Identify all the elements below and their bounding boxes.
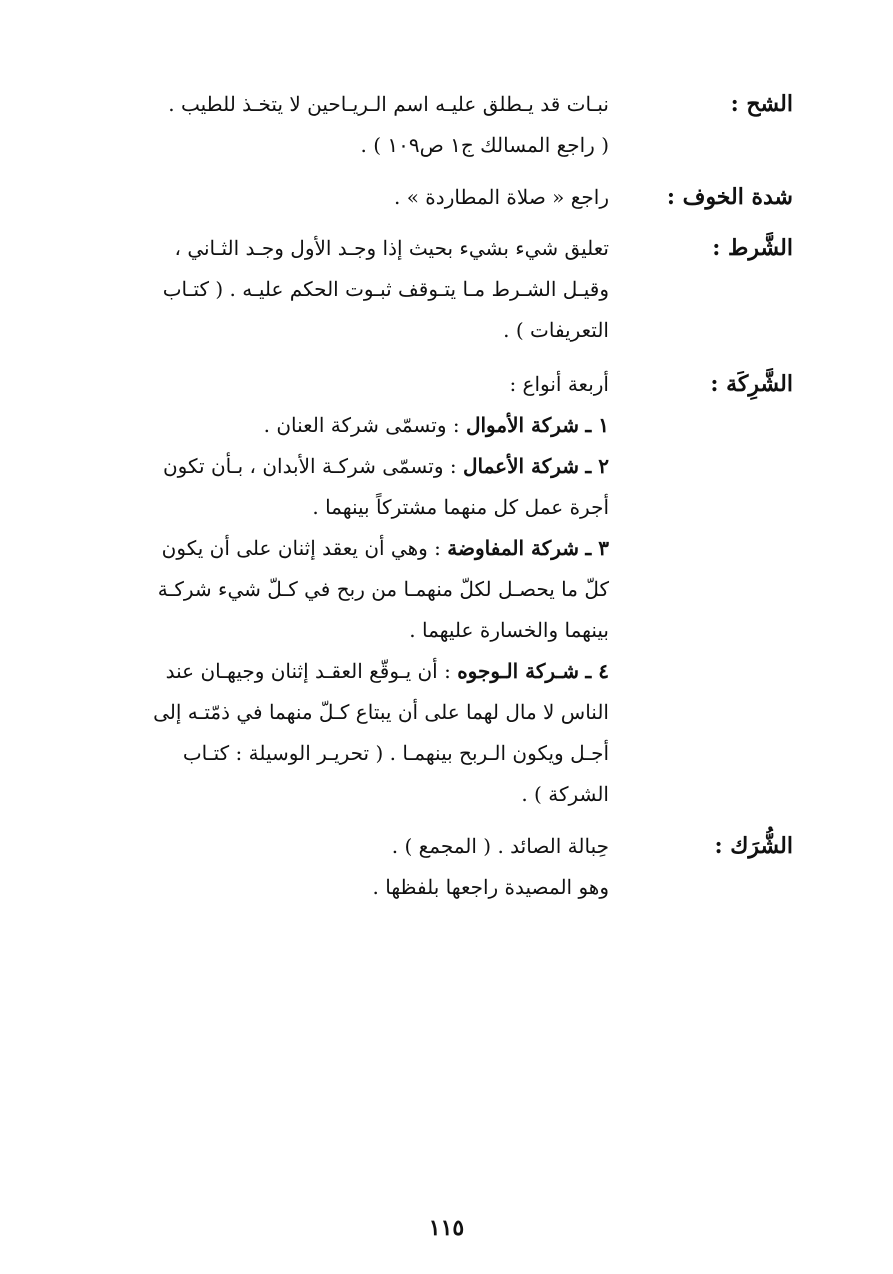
entry-term: الشَّرط :	[712, 235, 793, 261]
item-number: ٤ ـ	[585, 659, 609, 683]
item-number: ١ ـ	[585, 413, 609, 437]
entry-term: الشح :	[730, 91, 793, 117]
item-text: : وتسمّى شركـة الأبدان ، بـأن تكون	[162, 454, 457, 478]
entry-definition	[95, 826, 609, 908]
item-text: : وهي أن يعقد إثنان على أن يكون	[161, 536, 441, 560]
entry-shurak	[95, 826, 793, 916]
definition-line	[95, 528, 609, 569]
item-text: : أن يـوقّع العقـد إثنان وجيهـان عند	[165, 659, 451, 683]
item-name: شركة الأموال	[465, 413, 580, 437]
definition-line: وهو المصيدة راجعها بلفظها .	[372, 875, 609, 899]
item-number: ٢ ـ	[585, 454, 609, 478]
entry-shiddat-alkhawf	[95, 177, 793, 222]
entry-shart	[95, 228, 793, 358]
definition-intro: أربعة أنواع :	[509, 372, 609, 396]
definition-line: التعريفات ) .	[503, 318, 609, 342]
definition-line	[95, 446, 609, 487]
entry-definition	[95, 84, 609, 166]
partnership-type-3	[95, 528, 609, 651]
definition-line: كلّ ما يحصـل لكلّ منهمـا من ربح في كـلّ شيء شركـة	[157, 577, 609, 601]
entry-term: الشُّرَك :	[714, 833, 793, 859]
entry-term: الشَّرِكَة :	[710, 371, 793, 397]
definition-line: بينهما والخسارة عليهما .	[409, 618, 609, 642]
partnership-type-1	[95, 405, 609, 446]
definition-line: راجع « صلاة المطاردة » .	[394, 185, 609, 209]
partnership-type-2	[95, 446, 609, 528]
entry-definition	[95, 228, 609, 351]
definition-line: وقيـل الشـرط مـا يتـوقف ثبـوت الحكم عليـه . ( كتـاب	[162, 277, 609, 301]
entry-definition	[95, 364, 609, 815]
page-number: ١١٥	[428, 1215, 465, 1241]
definition-line: الناس لا مال لهما على أن يبتاع كـلّ منهما في ذمّتـه إلى	[153, 700, 609, 724]
definition-line: الشركة ) .	[521, 782, 609, 806]
partnership-type-4	[95, 651, 609, 815]
definition-line	[95, 651, 609, 692]
item-number: ٣ ـ	[585, 536, 609, 560]
entry-shuh	[95, 84, 793, 174]
item-text: : وتسمّى شركة العنان .	[263, 413, 460, 437]
entry-sharika	[95, 364, 793, 814]
definition-line: ( راجع المسالك ج١ ص١٠٩ ) .	[360, 133, 609, 157]
definition-line	[95, 405, 609, 446]
definition-line: أجـل ويكون الـربح بينهمـا . ( تحريـر الوسيلة : كتـاب	[182, 741, 609, 765]
item-name: شركة الأعمال	[462, 454, 580, 478]
definition-line: تعليق شيء بشيء بحيث إذا وجـد الأول وجـد الثـاني ،	[174, 236, 609, 260]
item-name: شـركة الـوجوه	[457, 659, 580, 683]
item-name: شركة المفاوضة	[447, 536, 580, 560]
entry-term: شدة الخوف :	[666, 184, 793, 210]
definition-line: حِبالة الصائد . ( المجمع ) .	[391, 834, 609, 858]
definition-line: أجرة عمل كل منهما مشتركاً بينهما .	[312, 495, 609, 519]
entry-definition	[95, 177, 609, 218]
definition-line: نبـات قد يـطلق عليـه اسم الـريـاحين لا يتخـذ للطيب .	[168, 92, 609, 116]
